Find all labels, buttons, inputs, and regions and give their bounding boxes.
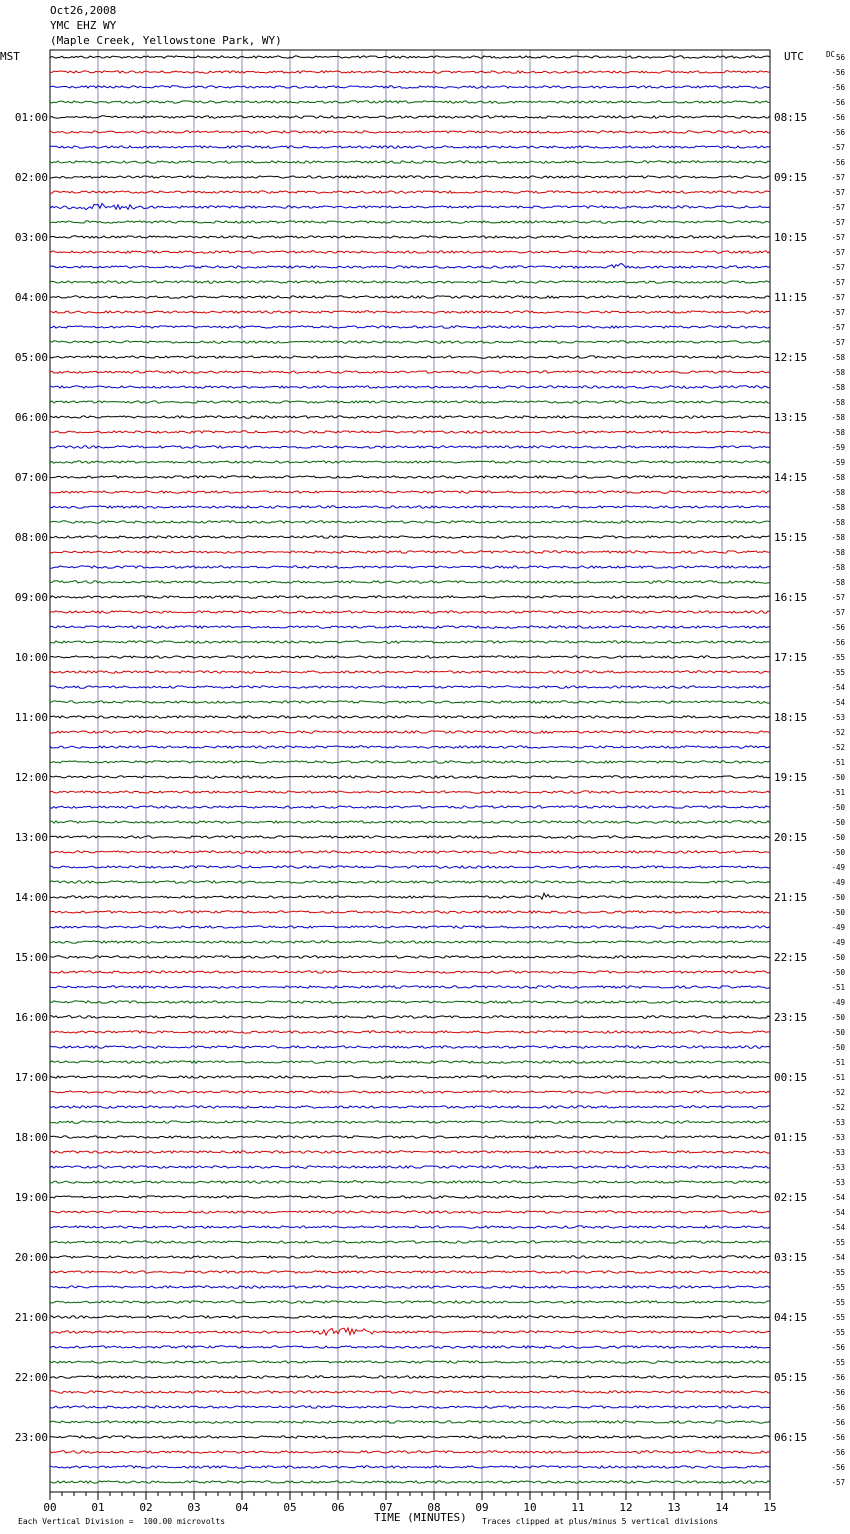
trace-line <box>50 941 770 943</box>
dc-offset-label: -57 <box>831 293 845 302</box>
left-hour-label: 04:00 <box>14 291 48 304</box>
dc-offset-label: -55 <box>831 668 845 677</box>
trace-line <box>50 251 770 253</box>
trace-line <box>50 1316 770 1318</box>
dc-offset-label: -50 <box>831 968 845 977</box>
dc-offset-label: 56 <box>835 53 845 62</box>
dc-offset-label: -50 <box>831 803 845 812</box>
right-hour-label: 05:15 <box>774 1371 808 1384</box>
dc-offset-label: -58 <box>831 578 845 587</box>
dc-offset-label: -52 <box>831 1088 845 1097</box>
trace-line <box>50 521 770 523</box>
dc-offset-label: -50 <box>831 1028 845 1037</box>
trace-line <box>50 1001 770 1003</box>
trace-line <box>50 1286 770 1288</box>
trace-line <box>50 761 770 763</box>
trace-line <box>50 1226 770 1228</box>
trace-line <box>50 1361 770 1363</box>
dc-offset-label: -56 <box>831 113 845 122</box>
trace-line <box>50 176 770 178</box>
dc-offset-label: -56 <box>831 1343 845 1352</box>
right-hour-label: 00:15 <box>774 1071 808 1084</box>
right-hour-label: 10:15 <box>774 231 808 244</box>
trace-line <box>50 821 770 823</box>
trace-line <box>50 1436 770 1438</box>
left-hour-label: 23:00 <box>14 1431 48 1444</box>
trace-line <box>50 746 770 748</box>
trace-line <box>50 731 770 733</box>
trace-line <box>50 1421 770 1423</box>
dc-offset-label: -56 <box>831 1463 845 1472</box>
trace-line <box>50 191 770 193</box>
dc-offset-label: -58 <box>831 473 845 482</box>
dc-offset-label: -57 <box>831 233 845 242</box>
right-hour-label: 02:15 <box>774 1191 808 1204</box>
x-tick-label: 14 <box>715 1501 729 1514</box>
dc-offset-label: -55 <box>831 1358 845 1367</box>
dc-offset-label: -58 <box>831 548 845 557</box>
dc-offset-label: -52 <box>831 743 845 752</box>
dc-offset-label: -50 <box>831 1043 845 1052</box>
right-hour-label: 19:15 <box>774 771 808 784</box>
trace-line <box>50 71 770 73</box>
trace-line <box>50 641 770 643</box>
scale-note-text: Each Vertical Division = 100.00 microvolts <box>18 1517 226 1526</box>
right-hour-label: 23:15 <box>774 1011 808 1024</box>
trace-line <box>50 701 770 703</box>
trace-line <box>50 1256 770 1258</box>
dc-header-label: DC <box>826 50 836 59</box>
dc-offset-label: -58 <box>831 413 845 422</box>
dc-offset-label: -52 <box>831 1103 845 1112</box>
station-location: (Maple Creek, Yellowstone Park, WY) <box>50 34 282 47</box>
trace-line <box>50 1211 770 1213</box>
dc-offset-label: -58 <box>831 398 845 407</box>
trace-line <box>50 1031 770 1033</box>
x-tick-label: 11 <box>571 1501 585 1514</box>
dc-offset-label: -57 <box>831 278 845 287</box>
trace-line <box>50 851 770 853</box>
dc-offset-label: -57 <box>831 248 845 257</box>
trace-line <box>50 131 770 133</box>
trace-line <box>50 236 770 238</box>
left-hour-label: 16:00 <box>14 1011 48 1024</box>
right-hour-label: 14:15 <box>774 471 808 484</box>
trace-line <box>50 461 770 463</box>
trace-line <box>50 776 770 778</box>
trace-line <box>50 326 770 328</box>
trace-line <box>50 146 770 148</box>
x-axis-title: TIME (MINUTES) <box>374 1511 467 1524</box>
trace-line <box>50 86 770 88</box>
trace-line <box>50 536 770 538</box>
dc-offset-label: -56 <box>831 1418 845 1427</box>
trace-line <box>50 281 770 283</box>
trace-line <box>50 581 770 583</box>
dc-offset-label: -55 <box>831 1328 845 1337</box>
right-hour-label: 01:15 <box>774 1131 808 1144</box>
dc-offset-label: -54 <box>831 698 845 707</box>
dc-offset-label: -53 <box>831 1133 845 1142</box>
trace-line <box>50 56 770 58</box>
trace-line <box>50 836 770 838</box>
right-hour-label: 04:15 <box>774 1311 808 1324</box>
trace-line <box>50 1271 770 1273</box>
dc-offset-label: -51 <box>831 758 845 767</box>
dc-offset-label: -56 <box>831 1403 845 1412</box>
trace-line <box>50 1151 770 1153</box>
trace-line <box>50 971 770 973</box>
dc-offset-label: -50 <box>831 773 845 782</box>
x-tick-label: 05 <box>283 1501 297 1514</box>
left-hour-label: 09:00 <box>14 591 48 604</box>
dc-offset-label: -53 <box>831 1118 845 1127</box>
dc-offset-label: -57 <box>831 593 845 602</box>
dc-offset-label: -56 <box>831 83 845 92</box>
left-hour-label: 14:00 <box>14 891 48 904</box>
left-hour-label: 11:00 <box>14 711 48 724</box>
dc-offset-label: -56 <box>831 1373 845 1382</box>
dc-offset-label: -57 <box>831 263 845 272</box>
trace-line <box>50 264 770 269</box>
x-tick-label: 13 <box>667 1501 681 1514</box>
dc-offset-label: -57 <box>831 608 845 617</box>
x-tick-label: 02 <box>139 1501 153 1514</box>
dc-offset-label: -53 <box>831 1163 845 1172</box>
dc-offset-label: -56 <box>831 158 845 167</box>
dc-offset-label: -54 <box>831 683 845 692</box>
trace-line <box>50 1166 770 1168</box>
right-hour-label: 17:15 <box>774 651 808 664</box>
left-hour-label: 15:00 <box>14 951 48 964</box>
dc-offset-label: -57 <box>831 173 845 182</box>
right-hour-label: 15:15 <box>774 531 808 544</box>
trace-line <box>50 1136 770 1138</box>
dc-offset-label: -50 <box>831 818 845 827</box>
dc-offset-label: -58 <box>831 383 845 392</box>
trace-line <box>50 911 770 913</box>
left-hour-label: 05:00 <box>14 351 48 364</box>
trace-line <box>50 1466 770 1468</box>
dc-offset-label: -51 <box>831 983 845 992</box>
left-hour-label: 22:00 <box>14 1371 48 1384</box>
x-tick-label: 12 <box>619 1501 633 1514</box>
trace-line <box>50 401 770 403</box>
trace-line <box>50 1406 770 1408</box>
trace-line <box>50 161 770 163</box>
dc-offset-label: -58 <box>831 563 845 572</box>
trace-line <box>50 1106 770 1108</box>
trace-line <box>50 296 770 298</box>
station-name: YMC EHZ WY <box>50 19 117 32</box>
dc-offset-label: -55 <box>831 1238 845 1247</box>
dc-offset-label: -50 <box>831 1013 845 1022</box>
trace-line <box>50 101 770 103</box>
right-timezone-label: UTC <box>784 50 804 63</box>
x-tick-label: 07 <box>379 1501 393 1514</box>
trace-line <box>50 1076 770 1078</box>
left-hour-label: 21:00 <box>14 1311 48 1324</box>
dc-offset-label: -53 <box>831 1178 845 1187</box>
dc-offset-label: -51 <box>831 1073 845 1082</box>
x-tick-label: 09 <box>475 1501 489 1514</box>
trace-line <box>50 806 770 808</box>
trace-line <box>50 893 770 899</box>
trace-line <box>50 356 770 358</box>
trace-line <box>50 671 770 673</box>
dc-offset-label: -49 <box>831 878 845 887</box>
trace-line <box>50 986 770 988</box>
x-tick-label: 04 <box>235 1501 249 1514</box>
left-hour-label: 06:00 <box>14 411 48 424</box>
dc-offset-label: -57 <box>831 338 845 347</box>
dc-offset-label: -49 <box>831 998 845 1007</box>
trace-line <box>50 1046 770 1048</box>
dc-offset-label: -56 <box>831 638 845 647</box>
dc-offset-label: -56 <box>831 128 845 137</box>
right-hour-label: 06:15 <box>774 1431 808 1444</box>
trace-line <box>50 551 770 553</box>
trace-line <box>50 446 770 448</box>
trace-line <box>50 476 770 478</box>
trace-line <box>50 386 770 388</box>
right-hour-label: 21:15 <box>774 891 808 904</box>
left-hour-label: 07:00 <box>14 471 48 484</box>
dc-offset-label: -50 <box>831 908 845 917</box>
trace-line <box>50 1451 770 1453</box>
dc-offset-label: -55 <box>831 1298 845 1307</box>
left-hour-label: 08:00 <box>14 531 48 544</box>
right-hour-label: 12:15 <box>774 351 808 364</box>
dc-offset-label: -50 <box>831 953 845 962</box>
dc-offset-label: -56 <box>831 98 845 107</box>
dc-offset-label: -52 <box>831 728 845 737</box>
dc-offset-label: -55 <box>831 653 845 662</box>
dc-offset-label: -56 <box>831 1388 845 1397</box>
left-hour-label: 01:00 <box>14 111 48 124</box>
dc-offset-label: -55 <box>831 1313 845 1322</box>
trace-line <box>50 341 770 343</box>
trace-line <box>50 791 770 793</box>
right-hour-label: 22:15 <box>774 951 808 964</box>
clip-note: Traces clipped at plus/minus 5 vertical divisions <box>482 1517 719 1526</box>
dc-offset-label: -54 <box>831 1208 845 1217</box>
right-hour-label: 13:15 <box>774 411 808 424</box>
trace-line <box>50 1121 770 1123</box>
left-hour-label: 13:00 <box>14 831 48 844</box>
right-hour-label: 08:15 <box>774 111 808 124</box>
dc-offset-label: -58 <box>831 533 845 542</box>
right-hour-label: 20:15 <box>774 831 808 844</box>
right-hour-label: 11:15 <box>774 291 808 304</box>
dc-offset-label: -49 <box>831 938 845 947</box>
trace-line <box>50 566 770 568</box>
dc-offset-label: -56 <box>831 1433 845 1442</box>
trace-line <box>50 881 770 883</box>
trace-line <box>50 1241 770 1243</box>
dc-offset-label: -58 <box>831 518 845 527</box>
dc-offset-label: -59 <box>831 458 845 467</box>
x-tick-label: 08 <box>427 1501 441 1514</box>
left-hour-label: 02:00 <box>14 171 48 184</box>
dc-offset-label: -57 <box>831 308 845 317</box>
trace-line <box>50 431 770 433</box>
trace-line <box>50 1016 770 1018</box>
dc-offset-label: -51 <box>831 1058 845 1067</box>
x-tick-label: 06 <box>331 1501 345 1514</box>
trace-line <box>50 491 770 493</box>
dc-offset-label: -51 <box>831 788 845 797</box>
dc-offset-label: -57 <box>831 218 845 227</box>
dc-offset-label: -57 <box>831 143 845 152</box>
right-hour-label: 16:15 <box>774 591 808 604</box>
left-hour-label: 19:00 <box>14 1191 48 1204</box>
dc-offset-label: -49 <box>831 863 845 872</box>
trace-line <box>50 1181 770 1183</box>
dc-offset-label: -54 <box>831 1193 845 1202</box>
left-hour-label: 18:00 <box>14 1131 48 1144</box>
trace-line <box>50 1328 770 1335</box>
dc-offset-label: -58 <box>831 368 845 377</box>
plot-date: Oct26,2008 <box>50 4 117 17</box>
trace-line <box>50 686 770 688</box>
trace-line <box>50 1376 770 1378</box>
x-tick-label: 15 <box>763 1501 777 1514</box>
dc-offset-label: -53 <box>831 713 845 722</box>
right-hour-label: 09:15 <box>774 171 808 184</box>
trace-line <box>50 506 770 508</box>
dc-offset-label: -50 <box>831 893 845 902</box>
left-hour-label: 10:00 <box>14 651 48 664</box>
left-hour-label: 20:00 <box>14 1251 48 1264</box>
dc-offset-label: -58 <box>831 488 845 497</box>
x-tick-label: 10 <box>523 1501 537 1514</box>
trace-line <box>50 1091 770 1093</box>
dc-offset-label: -58 <box>831 503 845 512</box>
dc-offset-label: -58 <box>831 428 845 437</box>
trace-line <box>50 956 770 958</box>
dc-offset-label: -53 <box>831 1148 845 1157</box>
trace-line <box>50 1481 770 1483</box>
dc-offset-label: -57 <box>831 1478 845 1487</box>
x-tick-label: 00 <box>43 1501 57 1514</box>
dc-offset-label: -50 <box>831 848 845 857</box>
trace-line <box>50 1346 770 1348</box>
left-hour-label: 12:00 <box>14 771 48 784</box>
x-tick-label: 03 <box>187 1501 201 1514</box>
trace-line <box>50 626 770 628</box>
x-tick-label: 01 <box>91 1501 105 1514</box>
trace-line <box>50 611 770 613</box>
scale-note <box>0 1517 225 1526</box>
right-hour-label: 18:15 <box>774 711 808 724</box>
trace-line <box>50 926 770 928</box>
dc-offset-label: -56 <box>831 68 845 77</box>
dc-offset-label: -55 <box>831 1268 845 1277</box>
left-timezone-label: MST <box>0 50 20 63</box>
dc-offset-label: -56 <box>831 623 845 632</box>
trace-line <box>50 716 770 718</box>
dc-offset-label: -54 <box>831 1253 845 1262</box>
trace-line <box>50 1391 770 1393</box>
dc-offset-label: -57 <box>831 323 845 332</box>
trace-line <box>50 656 770 658</box>
dc-offset-label: -55 <box>831 1283 845 1292</box>
trace-line <box>50 1196 770 1198</box>
right-hour-label: 03:15 <box>774 1251 808 1264</box>
dc-offset-label: -54 <box>831 1223 845 1232</box>
trace-line <box>50 221 770 223</box>
trace-line <box>50 203 770 209</box>
dc-offset-label: -50 <box>831 833 845 842</box>
dc-offset-label: -49 <box>831 923 845 932</box>
trace-line <box>50 1061 770 1063</box>
trace-line <box>50 416 770 418</box>
dc-offset-label: -57 <box>831 188 845 197</box>
dc-offset-label: -58 <box>831 353 845 362</box>
dc-offset-label: -56 <box>831 1448 845 1457</box>
trace-line <box>50 1301 770 1303</box>
dc-offset-label: -57 <box>831 203 845 212</box>
trace-line <box>50 311 770 313</box>
dc-offset-label: -59 <box>831 443 845 452</box>
left-hour-label: 17:00 <box>14 1071 48 1084</box>
left-hour-label: 03:00 <box>14 231 48 244</box>
trace-line <box>50 866 770 868</box>
trace-line <box>50 116 770 118</box>
trace-line <box>50 371 770 373</box>
trace-line <box>50 596 770 598</box>
